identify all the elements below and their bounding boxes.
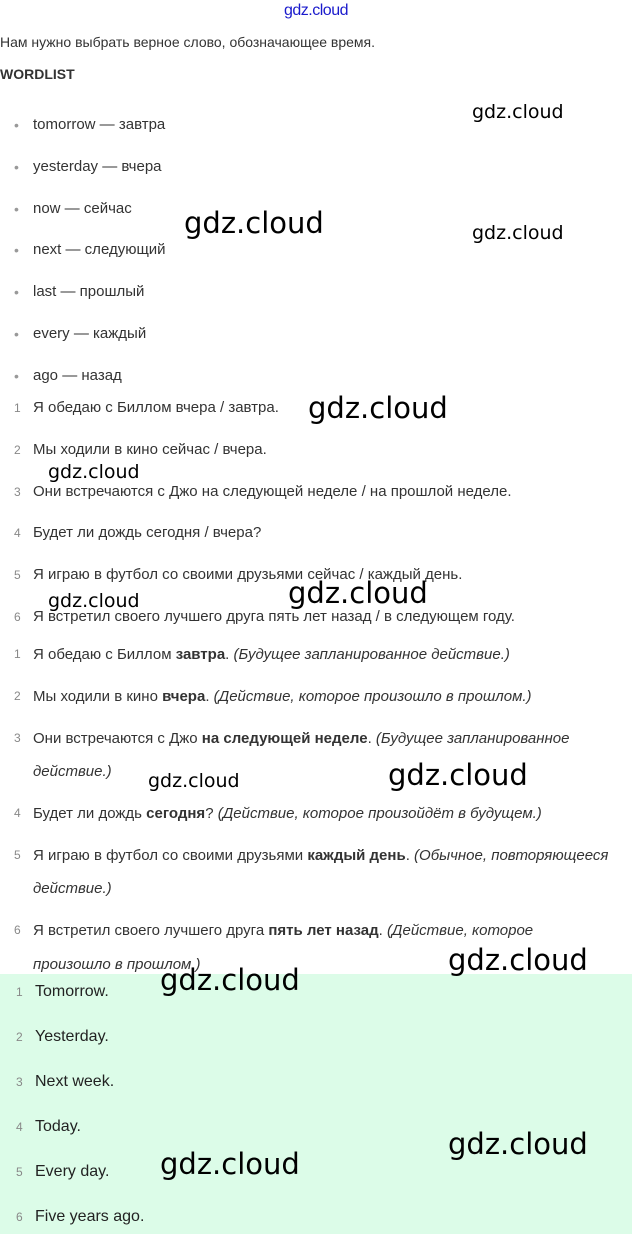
task-intro: Нам нужно выбрать верное слово, обозначающее время. bbox=[0, 34, 376, 50]
watermark: gdz.cloud bbox=[308, 391, 448, 425]
wordlist-item: • yesterday — вчера bbox=[14, 157, 162, 175]
answer-item: 1 Я обедаю с Биллом завтра. (Будущее запланированное действие.) bbox=[14, 638, 614, 680]
item-number: 1 bbox=[16, 985, 23, 999]
item-number: 5 bbox=[14, 568, 21, 583]
watermark: gdz.cloud bbox=[288, 576, 428, 610]
item-number: 1 bbox=[14, 647, 21, 661]
short-answer-item: 2 Yesterday. bbox=[16, 1025, 144, 1070]
wordlist bbox=[14, 115, 166, 408]
question-text: Мы ходили в кино сейчас / вчера. bbox=[33, 440, 267, 458]
question-text: Я обедаю с Биллом вчера / завтра. bbox=[33, 399, 279, 416]
item-number: 3 bbox=[14, 484, 21, 499]
short-answer-item: 4 Today. bbox=[16, 1115, 144, 1160]
item-number: 2 bbox=[16, 1030, 23, 1044]
item-number: 4 bbox=[16, 1120, 23, 1134]
wordlist-item: • next — следующий bbox=[14, 241, 166, 259]
answer-note: (Будущее запланированное действие.) bbox=[233, 646, 510, 663]
item-number: 2 bbox=[14, 442, 21, 457]
answer-keyword: каждый день bbox=[307, 846, 406, 864]
short-answer-item: 1 Tomorrow. bbox=[16, 980, 144, 1025]
answer-keyword: на следующей неделе bbox=[201, 729, 368, 747]
answer-keyword: вчера bbox=[162, 687, 206, 705]
watermark: gdz.cloud bbox=[184, 206, 324, 240]
bullet-icon: • bbox=[14, 284, 19, 301]
bullet-icon: • bbox=[14, 200, 19, 217]
answer-note: (Обычное, повторяющееся действие.) bbox=[33, 846, 609, 898]
watermark: gdz.cloud bbox=[160, 1147, 300, 1181]
wordlist-item: • every — каждый bbox=[14, 324, 147, 342]
item-number: 3 bbox=[16, 1075, 23, 1089]
answer-item: 6 Я встретил своего лучшего друга пять лет назад. (Действие, которое произошло в прошлом.) bbox=[14, 914, 614, 974]
answer-item: 5 Я играю в футбол со своими друзьями каждый день. (Обычное, повторяющееся действие.) bbox=[14, 839, 614, 915]
item-number: 6 bbox=[14, 923, 21, 938]
watermark: gdz.cloud bbox=[448, 943, 588, 977]
item-number: 2 bbox=[14, 688, 21, 703]
watermark: gdz.cloud bbox=[148, 770, 240, 792]
item-number: 5 bbox=[14, 847, 21, 862]
item-number: 6 bbox=[16, 1210, 23, 1224]
answer-note: (Действие, которое произойдёт в будущем.) bbox=[217, 805, 542, 823]
answer-item: 3 Они встречаются с Джо на следующей неделе. (Будущее запланированное действие.) bbox=[14, 722, 614, 798]
watermark: gdz.cloud bbox=[160, 963, 300, 997]
bullet-icon: • bbox=[14, 242, 19, 259]
short-answer-list bbox=[16, 980, 144, 1250]
question-text: Я встретил своего лучшего друга пять лет назад / в следующем году. bbox=[33, 607, 515, 625]
bullet-icon: • bbox=[14, 325, 19, 342]
answer-note: (Будущее запланированное действие.) bbox=[33, 729, 570, 781]
wordlist-item: • ago — назад bbox=[14, 366, 122, 384]
short-answer-item: 3 Next week. bbox=[16, 1070, 144, 1115]
item-number: 5 bbox=[16, 1165, 23, 1179]
answer-explanation-list bbox=[14, 638, 614, 974]
answer-keyword: завтра bbox=[175, 646, 226, 663]
answer-note: (Действие, которое произошло в прошлом.) bbox=[213, 687, 532, 705]
bullet-icon: • bbox=[14, 158, 19, 175]
item-number: 4 bbox=[14, 806, 21, 821]
watermark: gdz.cloud bbox=[48, 590, 140, 612]
bullet-icon: • bbox=[14, 117, 19, 133]
item-number: 1 bbox=[14, 401, 21, 415]
watermark: gdz.cloud bbox=[472, 101, 564, 123]
short-answer-item: 6 Five years ago. bbox=[16, 1205, 144, 1250]
short-answer-box bbox=[0, 974, 632, 1234]
question-text: Они встречаются с Джо на следующей неделе / на прошлой неделе. bbox=[33, 482, 512, 500]
wordlist-item: • last — прошлый bbox=[14, 283, 145, 301]
wordlist-item: • now — сейчас bbox=[14, 199, 132, 217]
question-item bbox=[14, 482, 614, 524]
wordlist-item: • tomorrow — завтра bbox=[14, 116, 166, 133]
question-item bbox=[14, 523, 614, 565]
item-number: 4 bbox=[14, 526, 21, 541]
watermark: gdz.cloud bbox=[448, 1127, 588, 1161]
answer-item: 4 Будет ли дождь сегодня? (Действие, которое произойдёт в будущем.) bbox=[14, 797, 614, 839]
site-logo[interactable]: gdz.cloud bbox=[284, 2, 348, 19]
item-number: 6 bbox=[14, 609, 21, 624]
answer-note: (Действие, которое произошло в прошлом.) bbox=[33, 922, 534, 973]
question-text: Будет ли дождь сегодня / вчера? bbox=[33, 524, 262, 542]
question-text: Я играю в футбол со своими друзьями сейчас / каждый день. bbox=[33, 566, 463, 584]
watermark: gdz.cloud bbox=[472, 222, 564, 244]
answer-item: 2 Мы ходили в кино вчера. (Действие, которое произошло в прошлом.) bbox=[14, 680, 614, 722]
watermark: gdz.cloud bbox=[48, 461, 140, 483]
answer-keyword: сегодня bbox=[146, 805, 206, 823]
bullet-icon: • bbox=[14, 367, 19, 384]
watermark: gdz.cloud bbox=[388, 758, 528, 792]
item-number: 3 bbox=[14, 730, 21, 745]
short-answer-item: 5 Every day. bbox=[16, 1160, 144, 1205]
wordlist-title: WORDLIST bbox=[0, 66, 75, 82]
answer-keyword: пять лет назад bbox=[268, 922, 379, 940]
